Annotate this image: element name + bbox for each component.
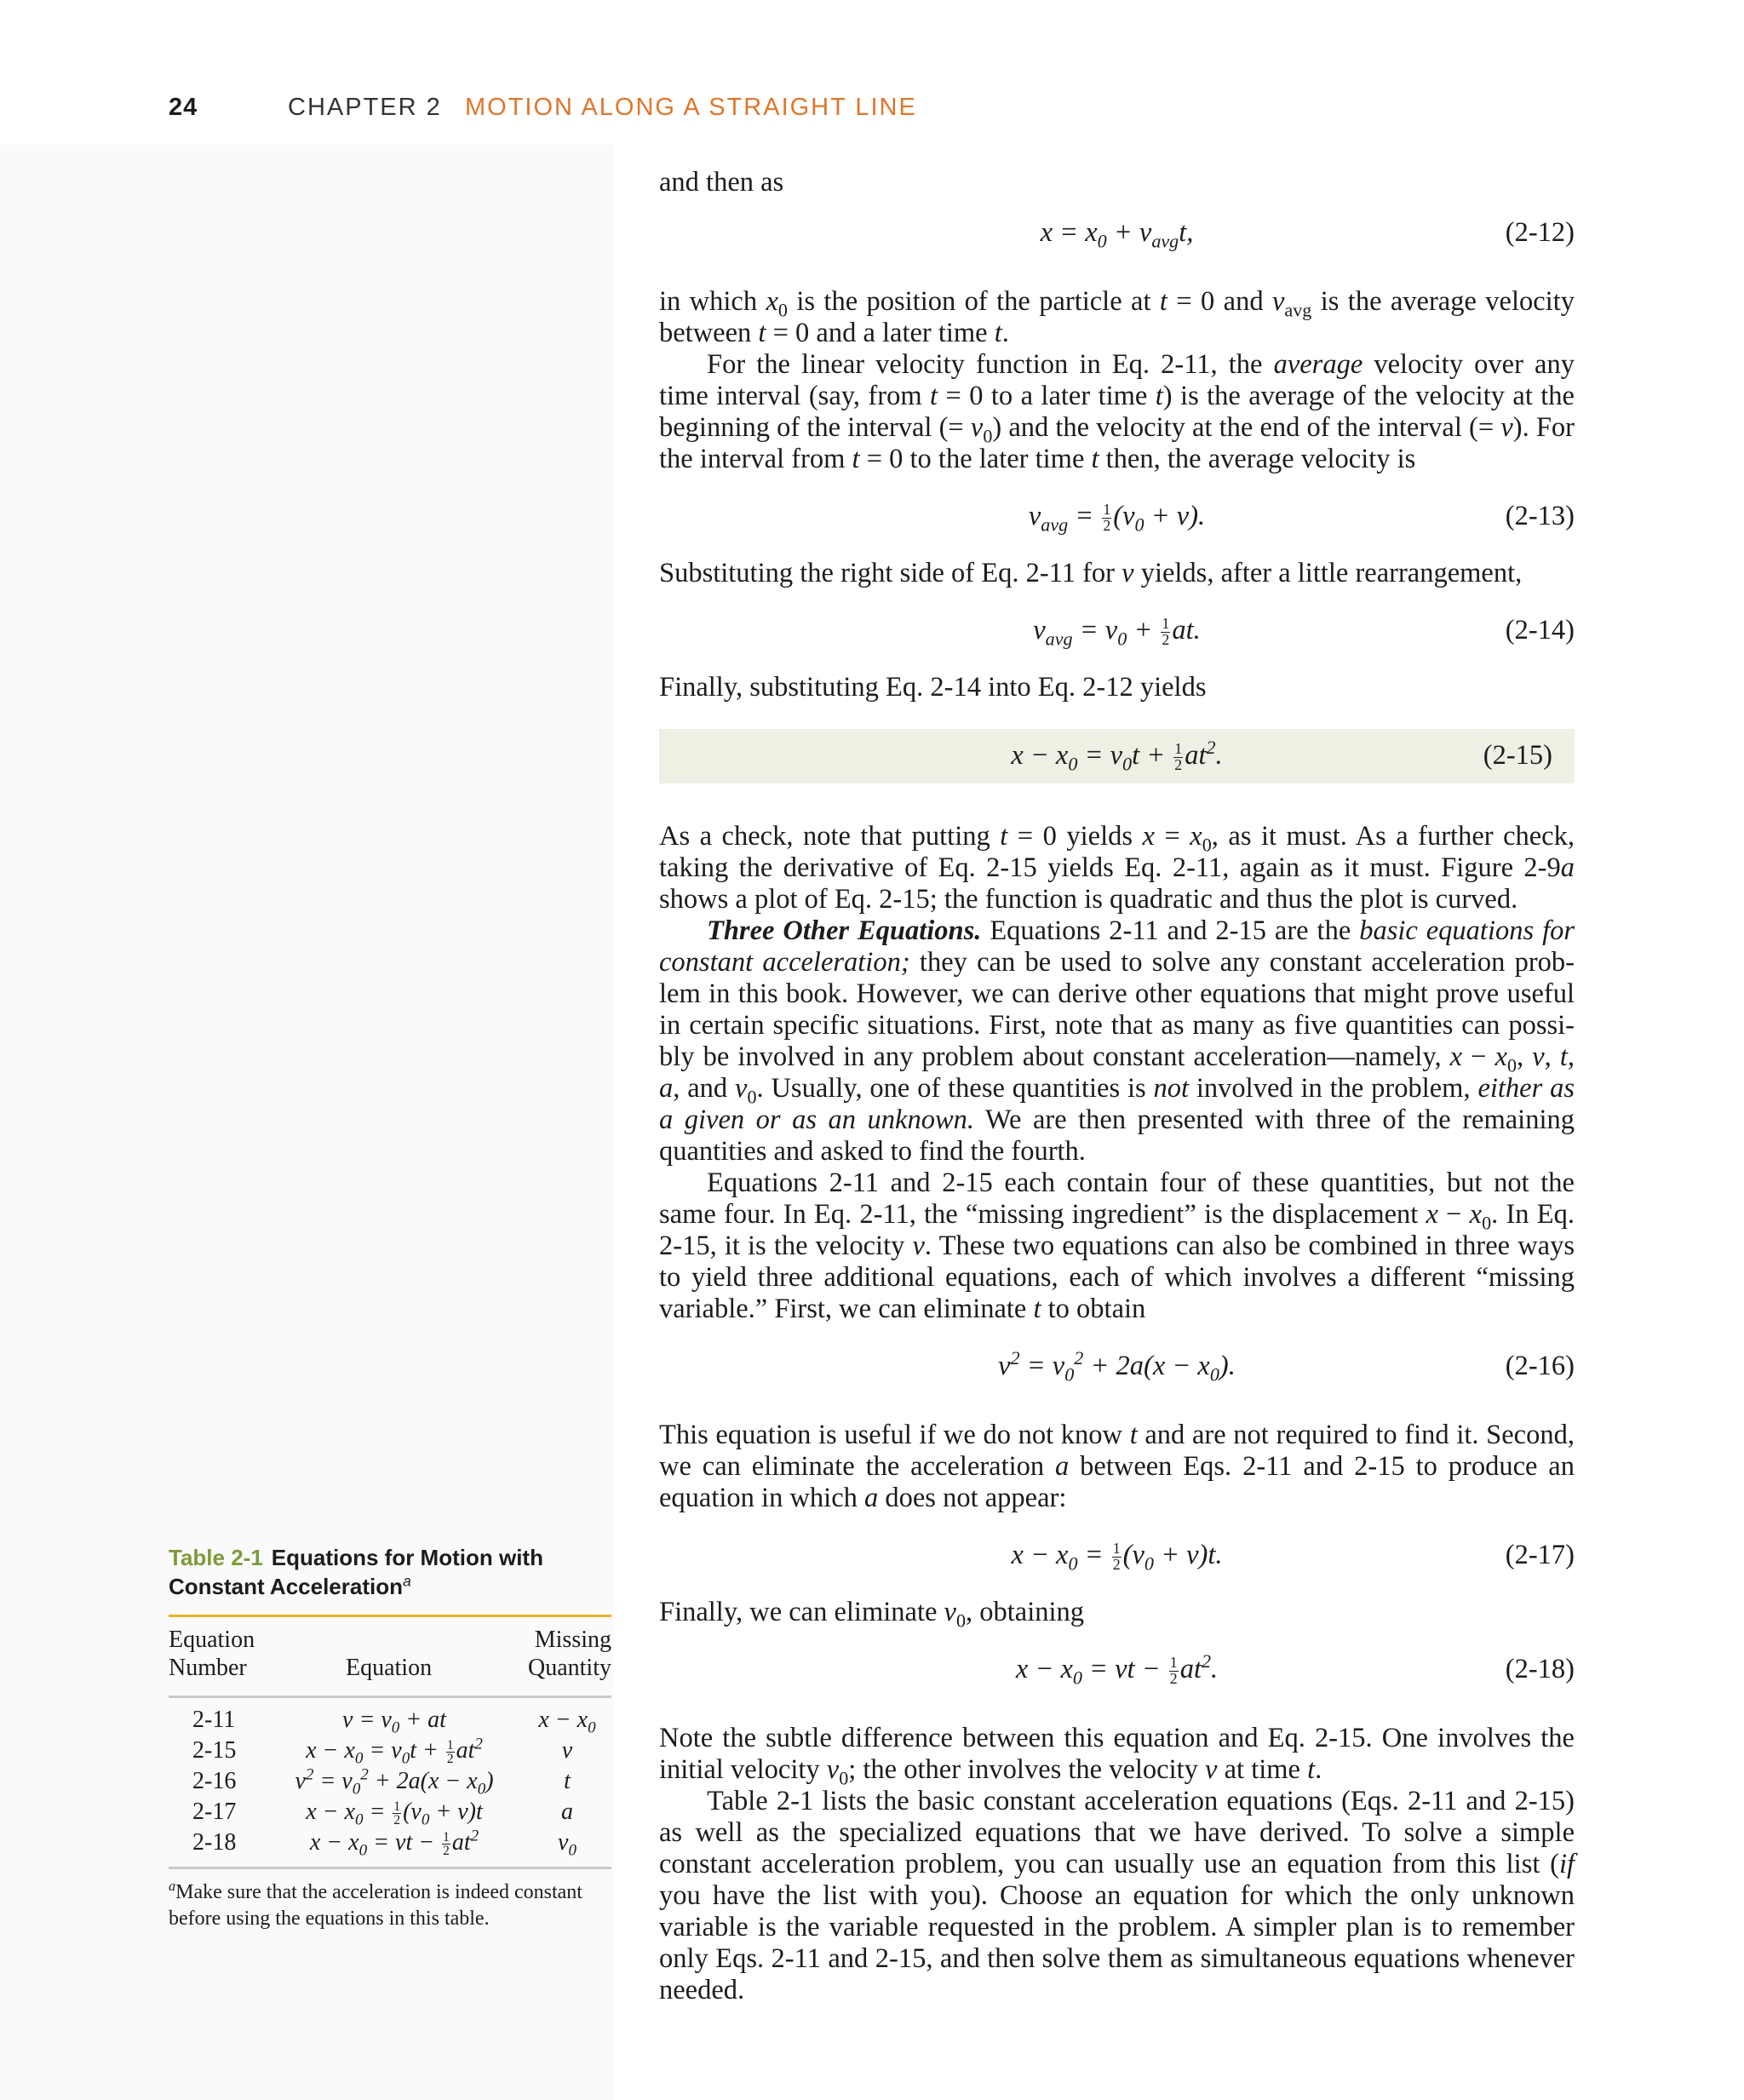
paragraph: This equation is useful if we do not know t and are not required to find it. Second, we can eliminate the acceleration a between Eqs. 2-11 and 2-15 to produce an equation in which a does not appear:: [659, 1420, 1575, 1513]
table-2-1: [169, 1543, 611, 1932]
equation-number: (2-13): [1505, 501, 1575, 531]
run-in-heading: Three Other Equations.: [707, 915, 982, 946]
equation-2-12: [659, 217, 1575, 252]
equation-number: (2-17): [1505, 1540, 1575, 1570]
equation-number: (2-12): [1505, 217, 1575, 248]
page-number: 24: [169, 94, 198, 121]
equation-number: (2-15): [1483, 740, 1552, 771]
equation-number: (2-14): [1505, 615, 1575, 645]
equation-2-18: [659, 1650, 1575, 1689]
equation-number: (2-16): [1505, 1351, 1575, 1381]
table-row: 2-11 $v = v_0$ + at $x - x_0$: [192, 1707, 596, 1737]
table-header: Equation Number Equation Missing Quantity: [169, 1627, 611, 1681]
main-text-column: [659, 167, 1575, 2006]
paragraph: Substituting the right side of Eq. 2-11 for v yields, after a little rearrangement,: [659, 558, 1523, 588]
paragraph: As a check, note that putting t = 0 yields $x = x_0$, as it must. As a further check, taking the derivative of Eq. 2-15 yields Eq. 2-11, again as it must. Figure 2-9a shows a plot of Eq. 2-15; the function is quadratic and thus the plot is curved.: [659, 821, 1575, 915]
equation-body: $x - x_0$ = $\frac{1}{2}$ $(v_0 + v)t$.: [1011, 1540, 1223, 1575]
table-bottom-rule: [169, 1867, 611, 1869]
paragraph: Finally, we can eliminate $v_0$, obtaining: [659, 1597, 1085, 1632]
equation-body: $v_{avg}$ = $\frac{1}{2}$ $(v_0 + v)$.: [1028, 501, 1206, 536]
paragraph: Table 2-1 lists the basic constant acceleration equations (Eqs. 2-11 and 2-15) as well as the specialized equations that we have derived. To solve a simple constant acceleration problem, you can usually use an equation from this list (if you have the list with you). Choose an equation for which the only unknown variable is the variable requested in the problem. A simpler plan is to remember only Eqs. 2-11 and 2-15, and then solve them as simultaneous equations whenever needed.: [659, 1786, 1575, 2005]
equation-2-13: [659, 501, 1575, 536]
table-row: 2-18 $x - x_0$ = vt − $\frac{1}{2}$ $at^2$ $v_0$: [192, 1827, 577, 1860]
table-footnote: $^a$Make sure that the acceleration is indeed constant before using the equations in this table.: [169, 1878, 582, 1930]
equation-number: (2-18): [1505, 1654, 1575, 1684]
equation-2-16: [659, 1347, 1575, 1386]
paragraph: Equations 2-11 and 2-15 each contain four of these quantities, but not the same four. In Eq. 2-11, the “missing ingredient” is the displacement $x - x_0$. In Eq. 2-15, it is the velocity v. These two equations can also be combined in three ways to yield three additional equations, each of which involves a different “missing variable.” First, we can eliminate t to obtain: [659, 1168, 1575, 1324]
paragraph: Finally, substituting Eq. 2-14 into Eq. 2-12 yields: [659, 672, 1207, 703]
table-row: 2-16 $v^2 = v_0^2 + 2a(x - x_0)$ t: [192, 1765, 571, 1799]
equation-body: $x = x_0 + v_{avg}t$,: [1040, 217, 1194, 252]
table-row: 2-17 $x - x_0$ = $\frac{1}{2}$ $(v_0 + v)t$ a: [192, 1799, 573, 1829]
paragraph: Note the subtle difference between this equation and Eq. 2-15. One involves the initial velocity $v_0$; the other involves the velocity v at time t.: [659, 1723, 1575, 1789]
equation-2-17: [659, 1540, 1575, 1575]
equation-body: $x - x_0 = v_0t$ + $\frac{1}{2}$ $at^2$.: [1011, 737, 1223, 775]
equation-body: $v_{avg} = v_0$ + $\frac{1}{2}$ at.: [1033, 615, 1201, 650]
paragraph: Three Other Equations. Equations 2-11 and 2-15 are the basic equations for constant acceleration; they can be used to solve any constant acceleration problem in this book. However, we can derive other equations that might prove useful in certain specific situations. First, note that as many as five quantities can possibly be involved in any problem about constant acceleration—namely, $x - x_0$, v, t, a, and $v_0$. Usually, one of these quantities is not involved in the problem, either as a given or as an unknown. We are then presented with three of the remaining quantities and asked to find the fourth.: [659, 915, 1575, 1167]
table-top-rule: [169, 1615, 611, 1617]
chapter-label: CHAPTER 2: [288, 94, 442, 121]
equation-body: $v^2 = v_0^2 + 2a(x - x_0)$.: [998, 1347, 1236, 1386]
table-label: Table 2-1: [169, 1545, 263, 1570]
table-title: Table 2-1 Equations for Motion with Constant Acceleration$^a$: [169, 1545, 543, 1599]
equation-body: $x - x_0$ = vt − $\frac{1}{2}$ $at^2$.: [1015, 1650, 1219, 1689]
equation-2-15-highlight: [659, 729, 1575, 783]
table-row: 2-15 $x - x_0 = v_0t$ + $\frac{1}{2}$ $at^2$ v: [192, 1735, 573, 1768]
chapter-title: MOTION ALONG A STRAIGHT LINE: [465, 94, 917, 121]
paragraph: in which $x_0$ is the position of the particle at t = 0 and $v_{avg}$ is the average velocity between t = 0 and a later time t.: [659, 286, 1575, 348]
intro-line: and then as: [659, 167, 784, 198]
paragraph: For the linear velocity function in Eq. 2-11, the average velocity over any time interval (say, from t = 0 to a later time t) is the average of the velocity at the beginning of the interval (= $v_0$) and the velocity at the end of the interval (= v). For the interval from t = 0 to the later time t then, the average velocity is: [659, 349, 1575, 474]
equation-2-14: [659, 615, 1575, 650]
